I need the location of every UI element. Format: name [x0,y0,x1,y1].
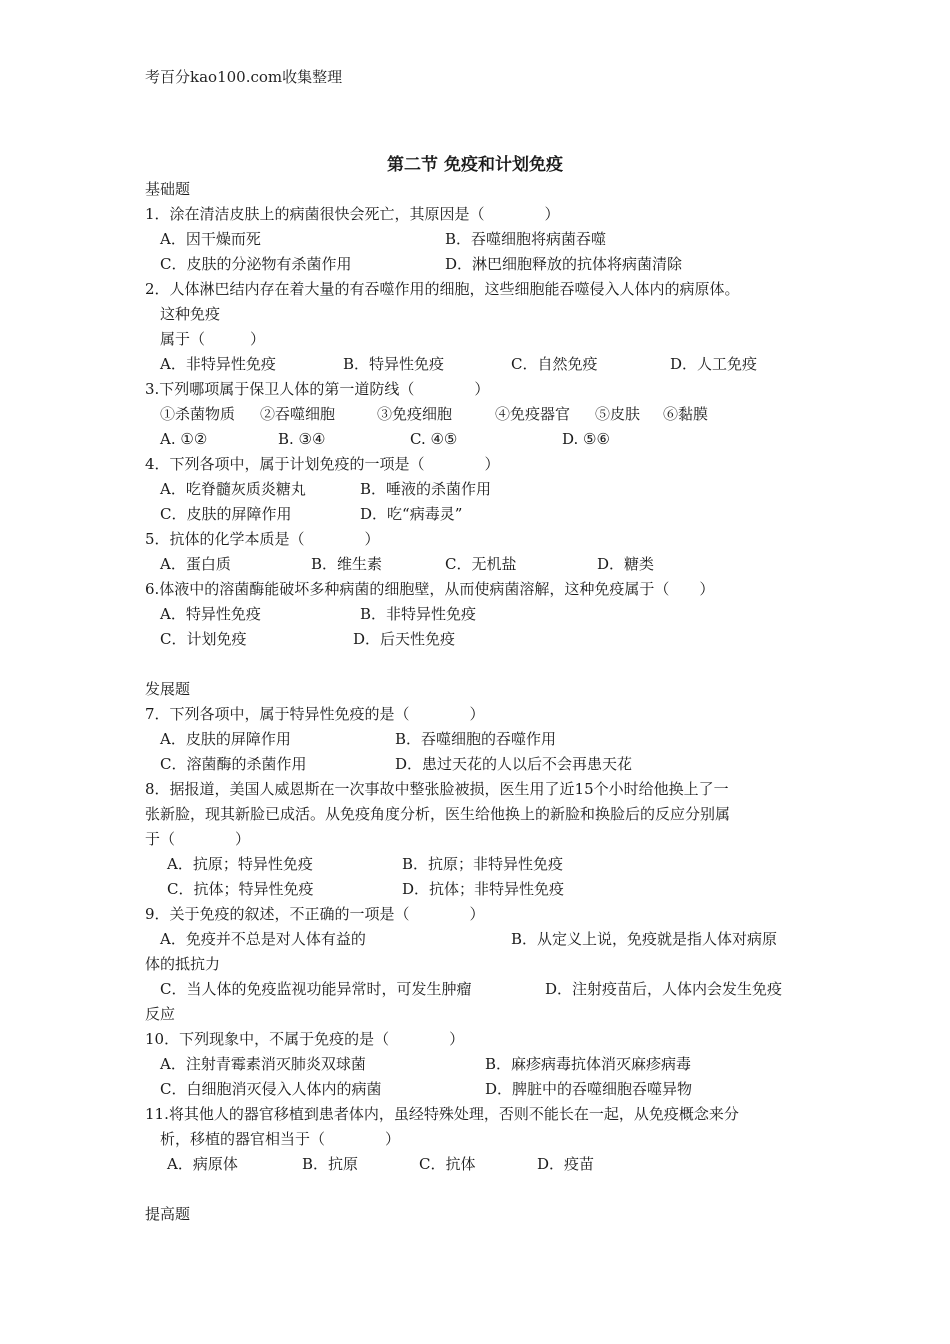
section-advanced: 提高题 [145,1205,191,1223]
q7-option-d: D．患过天花的人以后不会再患天花 [395,755,633,773]
q4-option-c: C．皮肤的屏障作用 [160,505,292,523]
question-7-stem: 7．下列各项中，属于特异性免疫的是（ ） [145,705,485,723]
q6-option-d: D．后天性免疫 [353,630,456,648]
question-3-items [145,402,815,427]
q6-option-c: C．计划免疫 [160,630,247,648]
question-6-options-ab [145,602,815,627]
q4-option-a: A．吃脊髓灰质炎糖丸 [160,480,306,498]
q9-option-c: C．当人体的免疫监视功能异常时，可发生肿瘤 [160,980,472,998]
question-9-option-d-cont: 反应 [145,1005,176,1023]
question-8-stem-1: 8．据报道，美国人威恩斯在一次事故中整张脸被损，医生用了近15个小时给他换上了一 [145,780,729,798]
question-4-options-ab [145,477,815,502]
q7-option-b: B．吞噬细胞的吞噬作用 [395,730,557,748]
page-title: 第二节 免疫和计划免疫 [387,155,563,175]
question-9-options-cd [145,977,815,1002]
q3-item-5: ⑤皮肤 [595,405,641,423]
q1-option-d: D．淋巴细胞释放的抗体将病菌清除 [445,255,683,273]
question-7-options-cd [145,752,815,777]
q3-item-2: ②吞噬细胞 [260,405,336,423]
question-4-options-cd [145,502,815,527]
question-5-stem: 5．抗体的化学本质是（ ） [145,530,380,548]
question-7-options-ab [145,727,815,752]
q8-option-a: A．抗原；特异性免疫 [167,855,313,873]
q8-option-c: C．抗体；特异性免疫 [167,880,314,898]
q9-option-a: A．免疫并不总是对人体有益的 [160,930,366,948]
question-3-stem: 3.下列哪项属于保卫人体的第一道防线（ ） [145,380,490,398]
question-1-stem: 1．涂在清洁皮肤上的病菌很快会死亡，其原因是（ ） [145,205,560,223]
q8-option-d: D．抗体；非特异性免疫 [402,880,565,898]
q10-option-a: A．注射青霉素消灭肺炎双球菌 [160,1055,366,1073]
q3-option-a: A. ①② [160,430,208,448]
question-11-stem-2: 析，移植的器官相当于（ ） [160,1130,401,1148]
spacer [145,652,815,677]
q5-option-a: A．蛋白质 [160,555,231,573]
q11-option-c: C．抗体 [419,1155,476,1173]
q9-option-d: D．注射疫苗后，人体内会发生免疫 [545,980,783,998]
question-11-options [145,1152,815,1177]
question-6-options-cd [145,627,815,652]
q9-option-b: B．从定义上说，免疫就是指人体对病原 [511,930,778,948]
question-8-options-cd [145,877,815,902]
question-9-stem: 9．关于免疫的叙述，不正确的一项是（ ） [145,905,485,923]
q8-option-b: B．抗原；非特异性免疫 [402,855,564,873]
page-header: 考百分kao100.com收集整理 [145,68,343,86]
q1-option-a: A．因干燥而死 [160,230,261,248]
q5-option-d: D．糖类 [597,555,655,573]
q1-option-b: B．吞噬细胞将病菌吞噬 [445,230,607,248]
q1-option-c: C．皮肤的分泌物有杀菌作用 [160,255,352,273]
q3-option-c: C. ④⑤ [410,430,458,448]
q6-option-a: A．特异性免疫 [160,605,261,623]
question-11-stem-1: 11.将其他人的器官移植到患者体内，虽经特殊处理，否则不能长在一起，从免疫概念来分 [145,1105,739,1123]
question-10-options-cd [145,1077,815,1102]
q10-option-b: B．麻疹病毒抗体消灭麻疹病毒 [485,1055,692,1073]
q4-option-d: D．吃“病毒灵” [360,505,463,523]
q5-option-b: B．维生素 [311,555,383,573]
section-develop: 发展题 [145,680,191,698]
question-8-stem-2: 张新脸，现其新脸已成活。从免疫角度分析，医生给他换上的新脸和换脸后的反应分别属 [145,805,731,823]
question-8-options-ab [145,852,815,877]
document-body [145,177,815,1227]
q11-option-d: D．疫苗 [537,1155,595,1173]
q5-option-c: C．无机盐 [445,555,517,573]
q7-option-c: C．溶菌酶的杀菌作用 [160,755,307,773]
q10-option-c: C．白细胞消灭侵入人体内的病菌 [160,1080,382,1098]
question-3-options [145,427,815,452]
question-9-option-b-cont: 体的抵抗力 [145,955,221,973]
q7-option-a: A．皮肤的屏障作用 [160,730,291,748]
q11-option-b: B．抗原 [302,1155,359,1173]
question-6-stem: 6.体液中的溶菌酶能破坏多种病菌的细胞壁，从而使病菌溶解，这种免疫属于（ ） [145,580,715,598]
q2-option-a: A．非特异性免疫 [160,355,276,373]
q3-option-b: B. ③④ [278,430,326,448]
spacer [145,1177,815,1202]
question-10-stem: 10．下列现象中，不属于免疫的是（ ） [145,1030,465,1048]
q3-item-3: ③免疫细胞 [377,405,453,423]
q2-option-d: D．人工免疫 [670,355,758,373]
section-basic: 基础题 [145,180,191,198]
q3-item-4: ④免疫器官 [495,405,571,423]
question-5-options [145,552,815,577]
question-8-stem-3: 于（ ） [145,830,251,848]
question-2-stem-2: 这种免疫 [160,305,221,323]
question-1-options-ab [145,227,815,252]
question-9-options-ab [145,927,815,952]
question-2-options [145,352,815,377]
q4-option-b: B．唾液的杀菌作用 [360,480,492,498]
question-2-stem-1: 2．人体淋巴结内存在着大量的有吞噬作用的细胞，这些细胞能吞噬侵入人体内的病原体。 [145,280,740,298]
question-10-options-ab [145,1052,815,1077]
question-1-options-cd [145,252,815,277]
question-4-stem: 4．下列各项中，属于计划免疫的一项是（ ） [145,455,500,473]
q11-option-a: A．病原体 [167,1155,238,1173]
q3-item-1: ①杀菌物质 [160,405,236,423]
q10-option-d: D．脾脏中的吞噬细胞吞噬异物 [485,1080,693,1098]
q3-item-6: ⑥黏膜 [663,405,709,423]
q2-option-c: C．自然免疫 [511,355,598,373]
q3-option-d: D. ⑤⑥ [562,430,610,448]
question-2-stem-3: 属于（ ） [160,330,266,348]
q6-option-b: B．非特异性免疫 [360,605,477,623]
q2-option-b: B．特异性免疫 [343,355,445,373]
